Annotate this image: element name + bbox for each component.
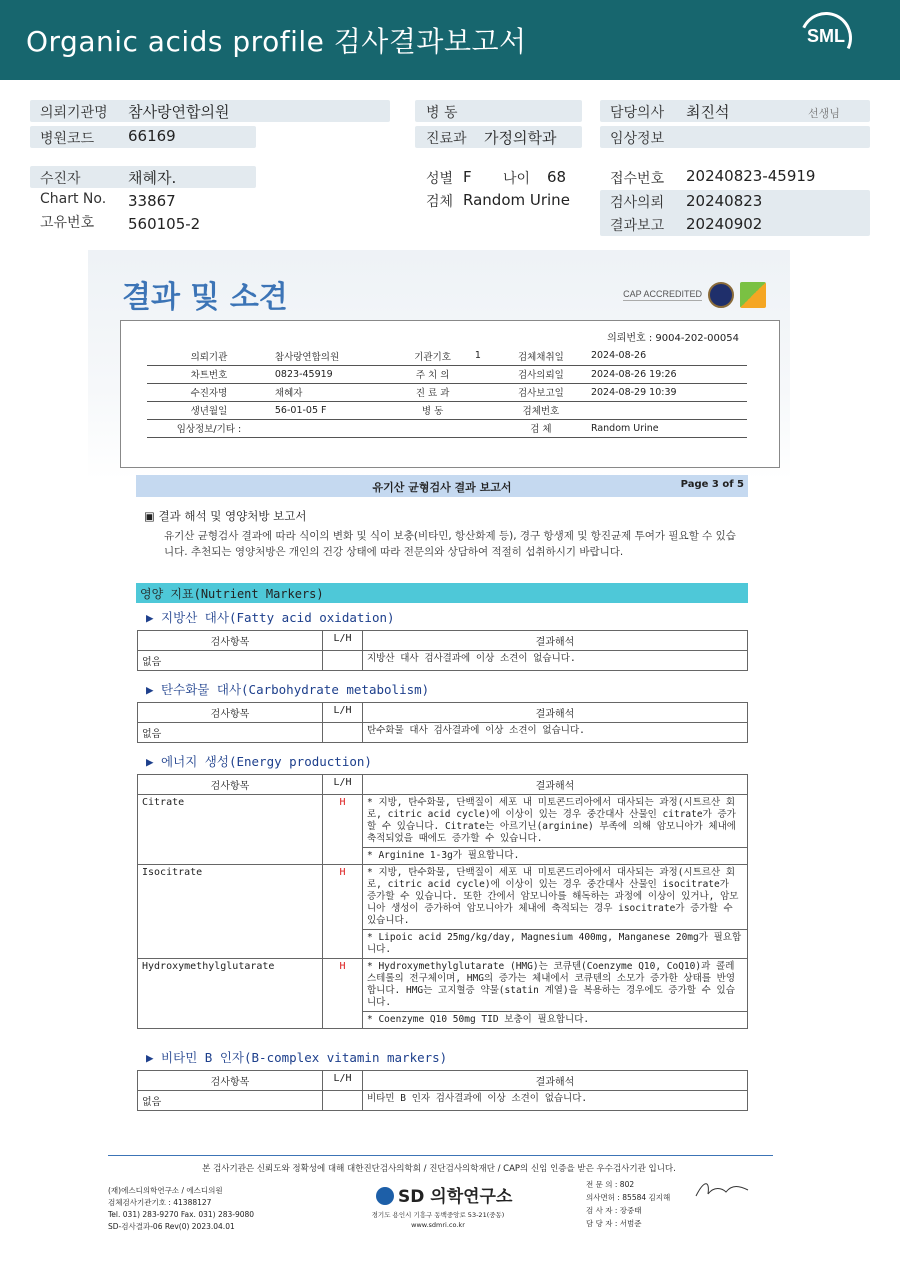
- page-indicator: Page 3 of 5: [680, 479, 744, 490]
- note-cell: * 지방, 탄수화물, 단백질이 세포 내 미토콘드리아에서 대사되는 과정(시트르산 회로, citric acid cycle)에 이상이 있는 경우 중간대사 산물인 citrate가 증가할 수 있습니다. Citrate는 아르기닌(arginine) 부족에 의해 암모니아가 체내에 축적되었을 때에도 증가할 수 있습니다.: [363, 795, 748, 848]
- col-result-header: 결과해석: [363, 1071, 748, 1091]
- doctor-label: 담당의사: [610, 105, 665, 121]
- report-subtitle: 유기산 균형검사 결과 보고서: [372, 481, 512, 494]
- dept-label: 진료과: [426, 131, 467, 147]
- chart-label: Chart No.: [40, 191, 107, 207]
- note-cell: 비타민 B 인자 검사결과에 이상 소견이 없습니다.: [363, 1091, 748, 1111]
- request-info-box: [120, 320, 780, 468]
- sex-value: F: [463, 168, 472, 186]
- report-title-bar: [136, 475, 748, 497]
- request-row: [147, 365, 747, 383]
- request-cell: 검체번호: [495, 401, 587, 419]
- patient-label: 수진자: [40, 171, 81, 187]
- request-cell: 주 치 의: [394, 365, 470, 383]
- request-cell: 검사의뢰일: [495, 365, 587, 383]
- sd-lab-address: 경기도 용인시 기흥구 동백중앙로 53-21(중동) www.sdmri.co.kr: [371, 1211, 505, 1229]
- age-label: 나이: [503, 171, 531, 187]
- col-lh-header: L/H: [323, 703, 363, 723]
- ward-label: 병 동: [426, 105, 458, 121]
- request-cell: [471, 401, 495, 419]
- request-cell: 수진자명: [147, 383, 271, 401]
- request-row: [147, 347, 747, 365]
- request-label: 검사의뢰: [610, 195, 665, 211]
- sd-logo-icon: [376, 1187, 394, 1205]
- patient-value: 채혜자.: [128, 169, 177, 187]
- item-cell: 없음: [138, 723, 323, 743]
- institution-value: 참사랑연합의원: [128, 103, 230, 121]
- result-title: 결과 및 소견: [122, 280, 288, 315]
- age-value: 68: [547, 168, 567, 186]
- request-cell: [271, 419, 395, 437]
- table-row: [138, 723, 748, 743]
- col-result-header: 결과해석: [363, 775, 748, 795]
- lh-cell: H: [323, 865, 363, 959]
- request-row: [147, 401, 747, 419]
- section-heading: ▶ 탄수화물 대사(Carbohydrate metabolism): [146, 682, 430, 697]
- note-cell: 탄수화물 대사 검사결과에 이상 소견이 없습니다.: [363, 723, 748, 743]
- section-heading: ▶ 에너지 생성(Energy production): [146, 754, 372, 769]
- report-label: 결과보고: [610, 218, 665, 234]
- request-row: [147, 383, 747, 401]
- signature-icon: [692, 1176, 752, 1204]
- item-cell: Citrate: [138, 795, 323, 865]
- scanned-report: [88, 250, 790, 1255]
- request-row: [147, 419, 747, 437]
- sml-logo: SML: [800, 12, 852, 64]
- doctor-suffix: 선생님: [808, 107, 840, 120]
- hospital-code-label: 병원코드: [40, 131, 95, 147]
- col-item-header: 검사항목: [138, 703, 323, 723]
- note-cell: 지방산 대사 검사결과에 이상 소견이 없습니다.: [363, 651, 748, 671]
- chart-value: 33867: [128, 192, 176, 210]
- id-label: 고유번호: [40, 215, 95, 231]
- section-title: ▣ 결과 해석 및 영양처방 보고서: [144, 509, 307, 523]
- specimen-value: Random Urine: [463, 191, 570, 209]
- note-cell: * Hydroxymethylglutarate (HMG)는 코큐텐(Coenzyme Q10, CoQ10)과 콜레스테롤의 전구체이며, HMG의 증가는 체내에서 코큐텐의 소모가 증가한 상태를 반영합니다. HMG는 고지혈증 약물(statin 계열)을 복용하는 경우에도 증가할 수 있습니다.: [363, 959, 748, 1012]
- col-lh-header: L/H: [323, 775, 363, 795]
- nutrient-markers-header: 영양 지표(Nutrient Markers): [136, 583, 748, 603]
- col-item-header: 검사항목: [138, 631, 323, 651]
- request-cell: Random Urine: [587, 419, 747, 437]
- request-cell: 의뢰기관: [147, 347, 271, 365]
- lh-cell: [323, 651, 363, 671]
- request-cell: 2024-08-26 19:26: [587, 365, 747, 383]
- request-cell: 검사보고일: [495, 383, 587, 401]
- lh-cell: H: [323, 959, 363, 1029]
- col-result-header: 결과해석: [363, 703, 748, 723]
- col-lh-header: L/H: [323, 631, 363, 651]
- item-cell: 없음: [138, 1091, 323, 1111]
- clinical-label: 임상정보: [610, 131, 665, 147]
- report-value: 20240902: [686, 215, 763, 233]
- request-cell: 1: [471, 347, 495, 365]
- seal-icon: [708, 282, 734, 308]
- sd-lab-logo: SD 의학연구소: [376, 1182, 512, 1207]
- sex-label: 성별: [426, 171, 454, 187]
- report-title: Organic acids profile 검사결과보고서: [26, 25, 527, 58]
- note-cell: * Lipoic acid 25mg/kg/day, Magnesium 400mg, Manganese 20mg가 필요합니다.: [363, 930, 748, 959]
- request-cell: 2024-08-26: [587, 347, 747, 365]
- table-row: [138, 795, 748, 848]
- section-heading: ▶ 비타민 B 인자(B-complex vitamin markers): [146, 1050, 448, 1065]
- footer-lab-info: (재)에스디의학연구소 / 에스디의원 검체검사기관기호 : 41388127 Tel. 031) 283-9270 Fax. 031) 283-9080 SD-검사결과-06 Rev(0) 2023.04.01: [108, 1186, 255, 1231]
- request-number: 의뢰번호 : 9004-202-00054: [607, 333, 739, 344]
- request-cell: [394, 419, 470, 437]
- request-cell: [471, 383, 495, 401]
- request-cell: [471, 419, 495, 437]
- id-value: 560105-2: [128, 215, 201, 233]
- lh-cell: [323, 723, 363, 743]
- request-cell: [587, 401, 747, 419]
- cap-logo: CAP ACCREDITED: [623, 289, 702, 299]
- request-cell: 채혜자: [271, 383, 395, 401]
- receipt-label: 접수번호: [610, 171, 665, 187]
- footer-notice: 본 검사기관은 신뢰도와 정확성에 대해 대한진단검사의학회 / 진단검사의학재단 / CAP의 신임 인증을 받은 우수검사기관 입니다.: [202, 1164, 676, 1174]
- receipt-value: 20240823-45919: [686, 167, 816, 185]
- col-item-header: 검사항목: [138, 775, 323, 795]
- request-cell: 차트번호: [147, 365, 271, 383]
- header-bar: [0, 0, 900, 80]
- lh-cell: [323, 1091, 363, 1111]
- request-cell: 기관기호: [394, 347, 470, 365]
- request-cell: 56-01-05 F: [271, 401, 395, 419]
- note-cell: * Arginine 1-3g가 필요합니다.: [363, 848, 748, 865]
- request-cell: 검체채취일: [495, 347, 587, 365]
- request-table: [147, 347, 747, 438]
- request-cell: 진 료 과: [394, 383, 470, 401]
- note-cell: * 지방, 탄수화물, 단백질이 세포 내 미토콘드리아에서 대사되는 과정(시트르산 회로, citric acid cycle)에 이상이 있는 경우 중간대사 산물인 isocitrate가 증가할 수 있습니다. 또한 간에서 암모니아를 해독하는 과정에 이상이 있거나, 암모니아 생성이 증가하여 암모니아가 체내에 축적되는 경우 isocitrate가 증가할 수 있습니다.: [363, 865, 748, 930]
- specimen-label: 검체: [426, 194, 454, 210]
- result-table: [137, 774, 748, 1029]
- request-cell: [471, 365, 495, 383]
- col-item-header: 검사항목: [138, 1071, 323, 1091]
- footer-divider: [108, 1155, 773, 1156]
- dept-value: 가정의학과: [484, 129, 557, 147]
- section-heading: ▶ 지방산 대사(Fatty acid oxidation): [146, 610, 395, 625]
- intro-paragraph: 유기산 균형검사 결과에 따라 식이의 변화 및 식이 보충(비타민, 항산화제 등), 경구 항생제 및 항진균제 투여가 필요할 수 있습니다. 추천되는 영양처방은 개인의 건강 상태에 따라 전문의와 상담하여 적절히 섭취하시기 바랍니다.: [164, 530, 736, 558]
- li-logo-icon: [740, 282, 766, 308]
- request-value: 20240823: [686, 192, 763, 210]
- lh-cell: H: [323, 795, 363, 865]
- item-cell: 없음: [138, 651, 323, 671]
- doctor-value: 최진석: [686, 103, 730, 121]
- item-cell: Isocitrate: [138, 865, 323, 959]
- request-cell: 0823-45919: [271, 365, 395, 383]
- item-cell: Hydroxymethylglutarate: [138, 959, 323, 1029]
- note-cell: * Coenzyme Q10 50mg TID 보충이 필요합니다.: [363, 1012, 748, 1029]
- table-row: [138, 651, 748, 671]
- col-result-header: 결과해석: [363, 631, 748, 651]
- hospital-code-value: 66169: [128, 127, 176, 145]
- result-table: [137, 702, 748, 743]
- table-row: [138, 865, 748, 930]
- table-row: [138, 959, 748, 1012]
- request-cell: 검 체: [495, 419, 587, 437]
- result-table: [137, 630, 748, 671]
- request-cell: 병 동: [394, 401, 470, 419]
- col-lh-header: L/H: [323, 1071, 363, 1091]
- certification-logos: [623, 280, 766, 310]
- request-cell: 생년월일: [147, 401, 271, 419]
- request-cell: 2024-08-29 10:39: [587, 383, 747, 401]
- result-table: [137, 1070, 748, 1111]
- table-row: [138, 1091, 748, 1111]
- request-cell: 참사랑연합의원: [271, 347, 395, 365]
- institution-label: 의뢰기관명: [40, 105, 108, 121]
- footer-staff: 전 문 의 : 802 의사면허 : 85584 김지해 검 사 자 : 장중태 담 당 자 : 서범준: [586, 1180, 671, 1228]
- request-cell: 임상정보/기타 :: [147, 419, 271, 437]
